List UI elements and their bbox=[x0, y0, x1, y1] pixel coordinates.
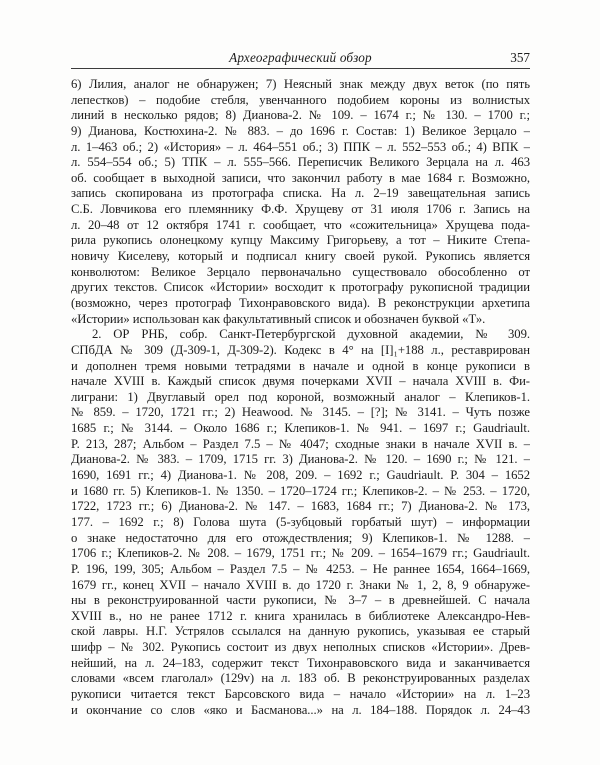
text-line: 9) Дианова, Костюхина-2. № 883. – до 1696 г. Состав: 1) Великое Зерцало – bbox=[71, 123, 530, 138]
text-line: запись скопирована из протографа списка. На л. 2–19 завещательная запись bbox=[71, 186, 530, 201]
text-line: СПбДА № 309 (Д-309-1, Д-309-2). Кодекс в 4° на [I]₁+188 л., реставрирован bbox=[71, 342, 530, 357]
text-line: и дополнен тремя новыми тетрадями в начале и одной в конце рукописи в bbox=[71, 358, 530, 373]
text-line: о знаке недостаточно для его отождествления; 9) Клепиков-1. № 1288. – bbox=[71, 530, 530, 545]
text-line: и окончание со слов «яко и Басманова...» на л. 184–188. Порядок л. 24–43 bbox=[71, 702, 530, 717]
text-line: 1690, 1691 гг.; 4) Дианова-1. № 208, 209. – 1692 г.; Gaudriault. P. 304 – 1652 bbox=[71, 468, 530, 483]
text-line: «Истории» использован как факультативный список и обозначен буквой «Т». bbox=[71, 311, 486, 326]
text-line: 177. – 1692 г.; 8) Голова шута (5-зубцовый горбатый шут) – информации bbox=[71, 514, 530, 529]
text-line: рукописи читается текст Барсовского вида – начало «Истории» на л. 1–23 bbox=[71, 686, 530, 701]
text-line: ны в реконструированной части рукописи, № 3–7 – в древнейшей. С начала bbox=[71, 593, 530, 608]
text-line: Дианова-2. № 383. – 1709, 1715 гг. 3) Дианова-2. № 120. – 1690 г.; № 121. – bbox=[71, 452, 530, 467]
text-body bbox=[71, 77, 530, 718]
text-line: лиграни: 1) Двуглавый орел под короной, возможный аналог – Клепиков-1. bbox=[71, 389, 530, 404]
text-line: ской лавры. Н.Г. Устрялов ссылался на данную рукопись, указывая ее старый bbox=[71, 624, 530, 639]
text-line: 6) Лилия, аналог не обнаружен; 7) Неясный знак между двух веток (по пять bbox=[71, 77, 530, 91]
text-line: 1706 г.; Клепиков-2. № 208. – 1679, 1751 гг.; № 209. – 1654–1679 гг.; Gaudriault. bbox=[71, 546, 530, 561]
text-line: нейший, на л. 24–183, содержит текст Тихонравовского вида и заканчивается bbox=[71, 655, 530, 670]
page-header bbox=[71, 50, 530, 66]
page-content bbox=[71, 50, 530, 718]
text-line: начале XVIII в. Каждый список двумя почерками XVII – начала XVIII в. Фи- bbox=[71, 374, 530, 389]
text-line: л. 1–463 об.; 2) «История» – л. 464–551 об.; 3) ППК – л. 552–553 об.; 4) ВПК – bbox=[71, 139, 530, 154]
text-line: шифр – № 302. Рукопись состоит из двух неполных списков «Истории». Древ- bbox=[71, 640, 530, 655]
text-line: (возможно, через протограф Тихонравовского вида). В реконструкции архетипа bbox=[71, 295, 530, 310]
text-line: P. 213, 287; Альбом – Раздел 7.5 – № 4047; сходные знаки в начале XVII в. – bbox=[71, 436, 530, 451]
text-line: словами «всем глаголал» (129v) на л. 183 об. В реконструированных разделах bbox=[71, 671, 530, 686]
text-line: линий в несколько рядов; 8) Дианова-2. № 109. – 1674 г.; № 130. – 1700 г.; bbox=[71, 108, 530, 123]
text-line: л. 554–554 об.; 5) ТПК – л. 555–566. Переписчик Великого Зерцала на л. 463 bbox=[71, 155, 530, 170]
text-line: конволютом: Великое Зерцало первоначально существовало обособленно от bbox=[71, 264, 530, 279]
text-line: С.Б. Ловчикова его племяннику Ф.Ф. Хрущеву от 31 июля 1706 г. Запись на bbox=[71, 202, 530, 217]
text-line: № 859. – 1720, 1721 гг.; 2) Heawood. № 3145. – [?]; № 3141. – Чуть позже bbox=[71, 405, 530, 420]
text-line: P. 196, 199, 305; Альбом – Раздел 7.5 – № 4253. – Не раннее 1654, 1664–1669, bbox=[71, 561, 530, 576]
text-line: 1679 гг., конец XVII – начало XVIII в. до 1720 г. Знаки № 1, 2, 8, 9 обнаруже- bbox=[71, 577, 530, 592]
text-line: 1722, 1723 гг.; 6) Дианова-2. № 147. – 1683, 1684 гг.; 7) Дианова-2. № 173, bbox=[71, 499, 530, 514]
header-rule bbox=[71, 68, 530, 69]
text-line: рила рукопись олонецкому купцу Максиму Григорьеву, а тот – Никите Степа- bbox=[71, 233, 530, 248]
text-line: 2. ОР РНБ, собр. Санкт-Петербургской духовной академии, № 309. bbox=[92, 327, 530, 342]
page-number: 357 bbox=[510, 50, 530, 65]
text-line: новичу Киселеву, который и подписал книгу своей рукой. Рукопись является bbox=[71, 249, 530, 264]
text-line: об. сообщает в выходной записи, что закончил работу в мае 1684 г. Возможно, bbox=[71, 170, 530, 185]
text-line: лепестков) – подобие стебля, увенчанного подобием короны из волнистых bbox=[71, 92, 530, 107]
text-line: XVIII в., но не ранее 1712 г. книга хранилась в библиотеке Александро-Нев- bbox=[71, 608, 530, 623]
running-title: Археографический обзор bbox=[229, 50, 372, 65]
text-line: других текстов. Список «Истории» восходит к протографу рукописной традиции bbox=[71, 280, 530, 295]
text-line: и 1680 гг. 5) Клепиков-1. № 1350. – 1720–1724 гг.; Клепиков-2. – № 253. – 1720, bbox=[71, 483, 530, 498]
text-line: 1685 г.; № 3144. – Около 1686 г.; Клепиков-1. № 941. – 1697 г.; Gaudriault. bbox=[71, 421, 530, 436]
text-line: л. 20–48 от 12 октября 1741 г. сообщает, что «сожительница» Хрущева пода- bbox=[71, 217, 530, 232]
